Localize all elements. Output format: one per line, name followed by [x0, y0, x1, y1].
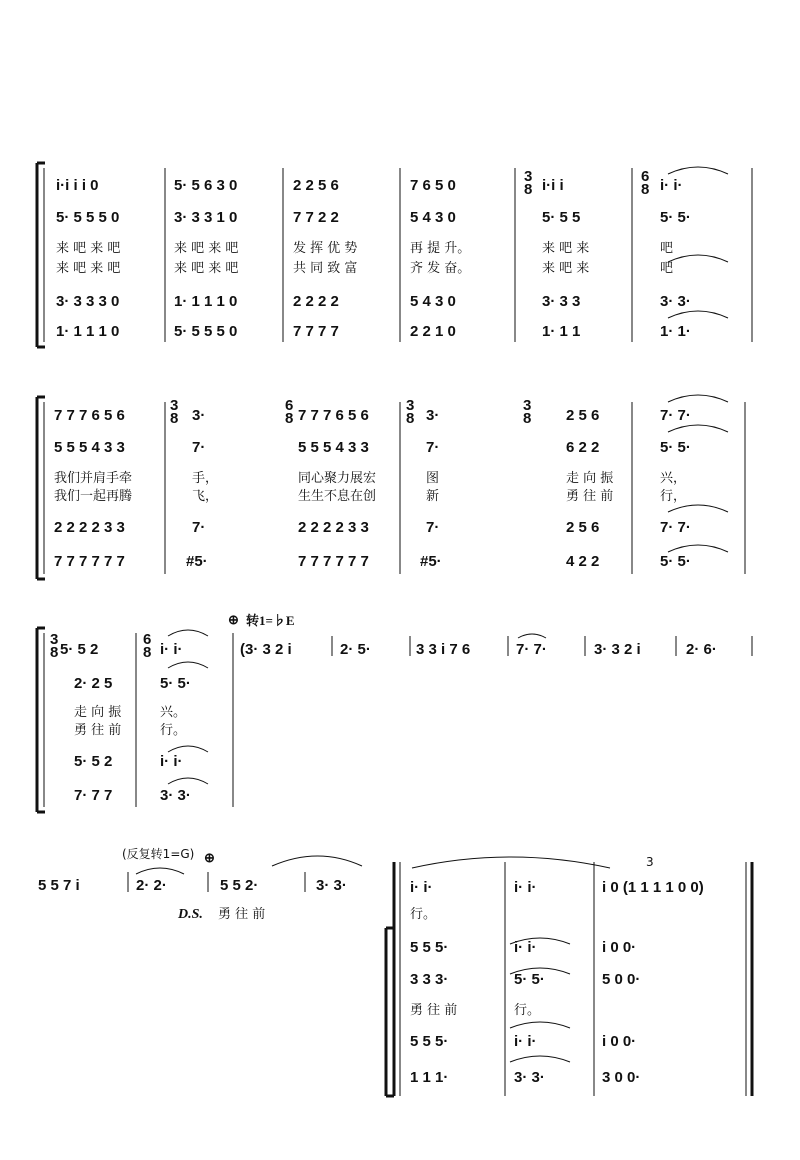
lyric-v1-s1-m5: 来 吧 来 [542, 241, 590, 256]
coda-melody-m2: i· i· [514, 879, 537, 896]
part2-s2-m1: 5 5 5 4 3 3 [54, 439, 125, 456]
part2-s1-m2: 3· 3 3 1 0 [174, 209, 238, 226]
melody-s3-m2: i· i· [160, 641, 183, 658]
lyric-v2-s2-m4: 新 [426, 489, 440, 504]
coda-part4-m2: i· i· [514, 1033, 537, 1050]
system-1 [37, 163, 752, 347]
coda-icon: ⊕ [204, 850, 215, 865]
time-sig-den: 8 [170, 410, 179, 427]
lyric-v2-s1-m6: 吧 [660, 261, 674, 276]
time-sig-den: 8 [523, 410, 532, 427]
ds-marker: D.S. [178, 907, 203, 922]
coda-part3-m3: 5 0 0· [602, 971, 641, 988]
time-sig-num: 3 [406, 397, 415, 414]
coda-part5-m2: 3· 3· [514, 1069, 545, 1086]
part2-s2-m2: 7· [192, 439, 206, 456]
part2-s2-m4: 7· [426, 439, 440, 456]
part4-s2-m4: #5· [420, 553, 442, 570]
time-sig-num: 3 [170, 397, 179, 414]
time-sig-num: 6 [641, 168, 650, 185]
part2-s3-m2: 5· 5· [160, 675, 191, 692]
coda-part2-m2: i· i· [514, 939, 537, 956]
melody-s1-m1: i·i i i 0 [56, 177, 99, 194]
lyric-v2-s3-m2: 行。 [160, 723, 187, 738]
key-change: 转1=♭E [246, 613, 295, 628]
melody-s1-m5: i·i i [542, 177, 564, 194]
time-sig-num: 3 [524, 168, 533, 185]
part3-s1-m3: 2 2 2 2 [293, 293, 339, 310]
time-sig-den: 8 [285, 410, 294, 427]
melody-s1-m4: 7 6 5 0 [410, 177, 456, 194]
lyric-v2-s1-m4: 齐 发 奋。 [410, 261, 471, 276]
part4-s1-m5: 1· 1 1 [542, 323, 581, 340]
melody-s2-m4: 3· [426, 407, 440, 424]
coda-melody-m3: i 0 (1 1 1 1 0 0) [602, 879, 704, 896]
interlude-m3: 3 3 i 7 6 [416, 641, 471, 658]
part3-s1-m6: 3· 3· [660, 293, 691, 310]
melody-s2-m3: 7 7 7 6 5 6 [298, 407, 369, 424]
part3-s1-m4: 5 4 3 0 [410, 293, 456, 310]
melody-s4-m3: 5 5 2· [220, 877, 259, 894]
lyric-v1-s1-m1: 来 吧 来 吧 [56, 241, 121, 256]
time-sig-num: 3 [50, 631, 59, 648]
time-sig-num: 6 [285, 397, 294, 414]
coda-part4-m3: i 0 0· [602, 1033, 637, 1050]
part4-s3-m1: 7· 7 7 [74, 787, 113, 804]
part4-s2-m3: 7 7 7 7 7 7 [298, 553, 369, 570]
lyric-v1-s2-m2: 手， [192, 471, 219, 486]
melody-s2-m6: 7· 7· [660, 407, 691, 424]
coda-part2-m3: i 0 0· [602, 939, 637, 956]
system-2 [37, 395, 745, 579]
melody-s4-m1: 5 5 7 i [38, 877, 80, 894]
melody-s1-m2: 5· 5 6 3 0 [174, 177, 238, 194]
part2-s2-m6: 5· 5· [660, 439, 691, 456]
coda-part3-m1: 3 3 3· [410, 971, 449, 988]
part4-s1-m6: 1· 1· [660, 323, 691, 340]
lyric-v1-s3-m1: 走 向 振 [74, 705, 122, 720]
part2-s1-m1: 5· 5 5 5 0 [56, 209, 120, 226]
lyric-v1-s1-m3: 发 挥 优 势 [293, 241, 358, 256]
part4-s1-m3: 7 7 7 7 [293, 323, 339, 340]
time-sig-den: 8 [524, 181, 533, 198]
part2-s2-m3: 5 5 5 4 3 3 [298, 439, 369, 456]
coda-part5-m3: 3 0 0· [602, 1069, 641, 1086]
lyric-v2-s1-m5: 来 吧 来 [542, 261, 590, 276]
part4-s1-m2: 5· 5 5 5 0 [174, 323, 238, 340]
part2-s1-m6: 5· 5· [660, 209, 691, 226]
lyric-v2-s1-m1: 来 吧 来 吧 [56, 261, 121, 276]
lyric-v2-s2-m6: 行， [660, 489, 687, 504]
melody-s1-m3: 2 2 5 6 [293, 177, 339, 194]
part3-s1-m2: 1· 1 1 1 0 [174, 293, 238, 310]
coda-icon: ⊕ [228, 612, 239, 627]
melody-s2-m5: 2 5 6 [566, 407, 600, 424]
lyric-v2-s2-m3: 生生不息在创 [298, 489, 377, 504]
part3-s3-m2: i· i· [160, 753, 183, 770]
melody-s4-m2: 2· 2· [136, 877, 167, 894]
lyric-v1-s1-m4: 再 提 升。 [410, 241, 471, 256]
lyric-v1-s1-m2: 来 吧 来 吧 [174, 241, 239, 256]
time-sig-den: 8 [406, 410, 415, 427]
part4-s2-m6: 5· 5· [660, 553, 691, 570]
part4-s2-m1: 7 7 7 7 7 7 [54, 553, 125, 570]
lyric-v2-s1-m2: 来 吧 来 吧 [174, 261, 239, 276]
lyric-v1-s2-m4: 图 [426, 471, 440, 486]
part4-s3-m2: 3· 3· [160, 787, 191, 804]
system-4 [38, 846, 752, 1096]
lyric-v1-s2-m5: 走 向 振 [566, 471, 614, 486]
part2-s1-m3: 7 7 2 2 [293, 209, 339, 226]
lyric-v2-s2-m1: 我们一起再腾 [54, 489, 133, 504]
lyric-v1-s3-m2: 兴。 [160, 705, 187, 720]
coda-part4-m1: 5 5 5· [410, 1033, 449, 1050]
melody-s2-m2: 3· [192, 407, 206, 424]
interlude-m5: 3· 3 2 i [594, 641, 641, 658]
part3-s2-m5: 2 5 6 [566, 519, 600, 536]
part2-s3-m1: 2· 2 5 [74, 675, 113, 692]
interlude-m4: 7· 7· [516, 641, 547, 658]
lyric-v2-s2-m5: 勇 往 前 [566, 489, 614, 504]
part4-s1-m4: 2 2 1 0 [410, 323, 456, 340]
lyric-v2-s2-m2: 飞， [192, 489, 219, 504]
part2-s2-m5: 6 2 2 [566, 439, 600, 456]
lyric-v1-s2-m3: 同心聚力展宏 [298, 471, 377, 486]
system-3 [37, 612, 752, 812]
part3-s3-m1: 5· 5 2 [74, 753, 113, 770]
interlude-m1: (3· 3 2 i [240, 641, 292, 658]
part3-s1-m5: 3· 3 3 [542, 293, 581, 310]
time-sig-den: 8 [641, 181, 650, 198]
coda-lyric-m1: 勇 往 前 [410, 1003, 458, 1018]
ds-lyric: 勇 往 前 [218, 907, 266, 922]
time-sig-den: 8 [50, 644, 59, 661]
triplet-mark: 3 [646, 855, 654, 869]
part3-s2-m2: 7· [192, 519, 206, 536]
melody-s2-m1: 7 7 7 6 5 6 [54, 407, 125, 424]
part3-s2-m3: 2 2 2 2 3 3 [298, 519, 369, 536]
coda-part3-m2: 5· 5· [514, 971, 545, 988]
time-sig-num: 3 [523, 397, 532, 414]
coda-lyric-top: 行。 [410, 907, 437, 922]
part4-s1-m1: 1· 1 1 1 0 [56, 323, 120, 340]
part2-s1-m5: 5· 5 5 [542, 209, 581, 226]
interlude-m6: 2· 6· [686, 641, 717, 658]
part3-s2-m6: 7· 7· [660, 519, 691, 536]
part3-s2-m1: 2 2 2 2 3 3 [54, 519, 125, 536]
part4-s2-m5: 4 2 2 [566, 553, 600, 570]
lyric-v2-s3-m1: 勇 往 前 [74, 723, 122, 738]
part3-s1-m1: 3· 3 3 3 0 [56, 293, 120, 310]
coda-part2-m1: 5 5 5· [410, 939, 449, 956]
part3-s2-m4: 7· [426, 519, 440, 536]
interlude-m2: 2· 5· [340, 641, 371, 658]
part2-s1-m4: 5 4 3 0 [410, 209, 456, 226]
melody-s4-m4: 3· 3· [316, 877, 347, 894]
lyric-v1-s2-m6: 兴， [660, 471, 687, 486]
melody-s3-m1: 5· 5 2 [60, 641, 99, 658]
repeat-label: (反复转1=G) [122, 847, 195, 861]
lyric-v1-s2-m1: 我们并肩手牵 [54, 471, 133, 486]
coda-part5-m1: 1 1 1· [410, 1069, 449, 1086]
time-sig-num: 6 [143, 631, 152, 648]
lyric-v1-s1-m6: 吧 [660, 241, 674, 256]
time-sig-den: 8 [143, 644, 152, 661]
lyric-v2-s1-m3: 共 同 致 富 [293, 261, 358, 276]
part4-s2-m2: #5· [186, 553, 208, 570]
coda-melody-m1: i· i· [410, 879, 433, 896]
coda-lyric-m2: 行。 [514, 1003, 541, 1018]
melody-s1-m6: i· i· [660, 177, 683, 194]
